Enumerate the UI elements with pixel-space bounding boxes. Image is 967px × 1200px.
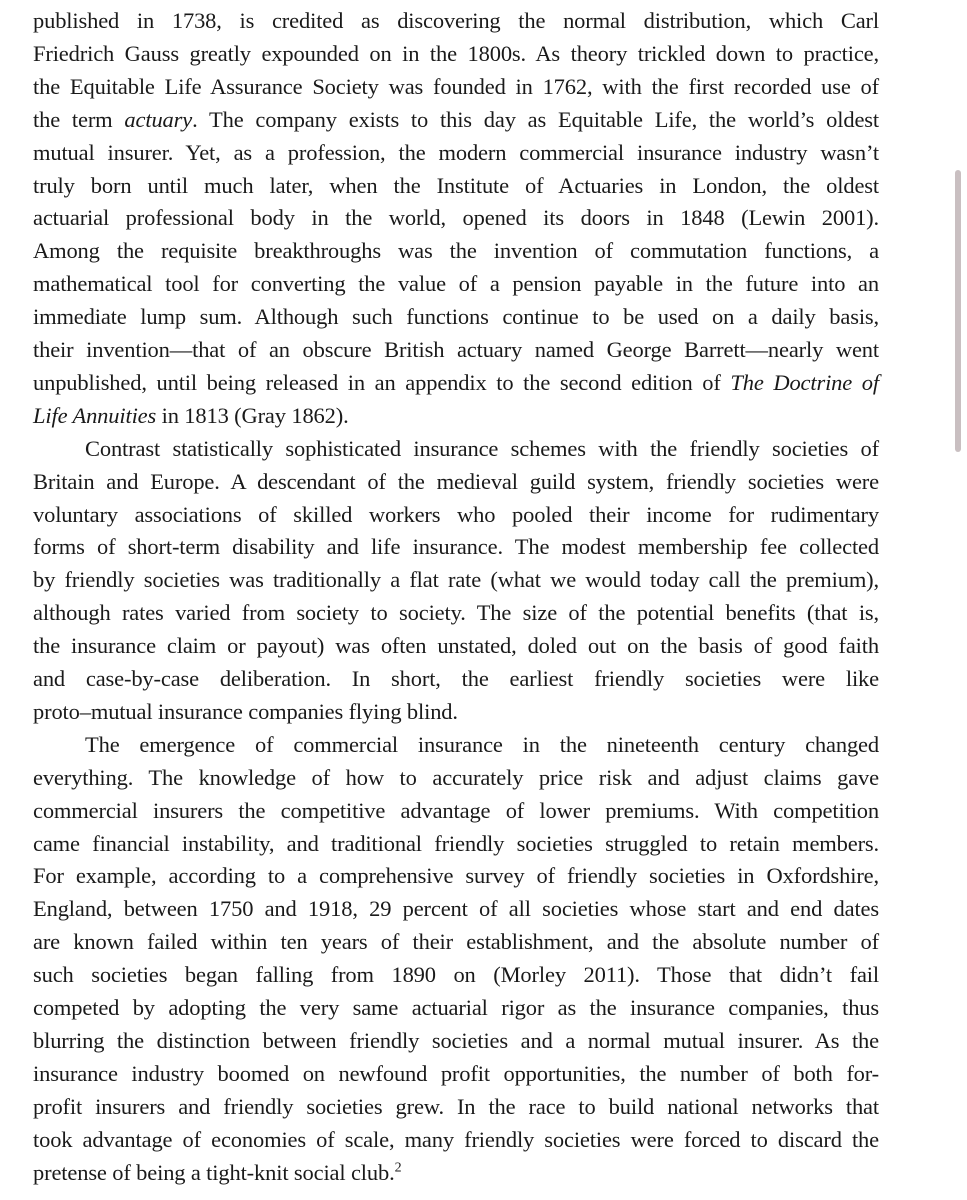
text-line: immediate lump sum. Although such functions continue to be used on a daily basis, (33, 304, 879, 330)
text-line: Life Annuities in 1813 (Gray 1862). (33, 402, 349, 428)
text-line: such societies began falling from 1890 on (Morley 2011). Those that didn’t fail (33, 962, 879, 988)
text-line: the insurance claim or payout) was often unstated, doled out on the basis of good faith (33, 633, 879, 659)
text-line: Contrast statistically sophisticated insurance schemes with the friendly societies of (85, 435, 879, 461)
text-line: the Equitable Life Assurance Society was founded in 1762, with the first recorded use of (33, 73, 879, 99)
text-line: and case-by-case deliberation. In short, the earliest friendly societies were like (33, 666, 879, 691)
text-line: Among the requisite breakthroughs was the invention of commutation functions, a (33, 238, 879, 264)
text-line: forms of short-term disability and life insurance. The modest membership fee collected (33, 534, 879, 560)
text-line: took advantage of economies of scale, many friendly societies were forced to discard the (33, 1126, 879, 1152)
text-line: blurring the distinction between friendly societies and a normal mutual insurer. As the (33, 1027, 879, 1053)
text-line: the term actuary. The company exists to this day as Equitable Life, the world’s oldest (33, 106, 879, 132)
text-line: Friedrich Gauss greatly expounded on in the 1800s. As theory trickled down to practice, (33, 40, 879, 66)
text-line: actuarial professional body in the world, opened its doors in 1848 (Lewin 2001). (33, 205, 879, 231)
scrollbar-thumb[interactable] (955, 170, 961, 452)
text-line: by friendly societies was traditionally a flat rate (what we would today call the premium), (33, 567, 879, 593)
text-line: although rates varied from society to society. The size of the potential benefits (that is, (33, 600, 879, 626)
text-line: commercial insurers the competitive advantage of lower premiums. With competition (33, 797, 879, 823)
text-line: everything. The knowledge of how to accurately price risk and adjust claims gave (33, 764, 879, 790)
text-line: mathematical tool for converting the value of a pension payable in the future into an (33, 271, 879, 297)
text-line: voluntary associations of skilled workers who pooled their income for rudimentary (33, 501, 879, 527)
text-line: For example, according to a comprehensive survey of friendly societies in Oxfordshire, (33, 863, 879, 889)
italic-text: Life Annuities (33, 402, 157, 428)
text-line: proto–mutual insurance companies flying blind. (33, 698, 458, 724)
text-line: came financial instability, and traditional friendly societies struggled to retain members. (33, 830, 879, 856)
text-line: competed by adopting the very same actuarial rigor as the insurance companies, thus (33, 995, 879, 1020)
text-line: truly born until much later, when the Institute of Actuaries in London, the oldest (33, 172, 879, 198)
text-line: pretense of being a tight-knit social club.$^2$ (33, 1159, 402, 1185)
text-line: insurance industry boomed on newfound profit opportunities, the number of both for- (33, 1060, 879, 1086)
text-line: their invention—that of an obscure British actuary named George Barrett—nearly went (33, 337, 879, 362)
vertical-scrollbar[interactable] (953, 0, 967, 1200)
italic-text: actuary (124, 106, 193, 132)
footnote-marker[interactable]: 2 (394, 1160, 402, 1175)
text-line: England, between 1750 and 1918, 29 percent of all societies whose start and end dates (33, 896, 879, 922)
text-line: mutual insurer. Yet, as a profession, the modern commercial insurance industry wasn’t (33, 139, 879, 165)
italic-text: The Doctrine of (730, 369, 880, 395)
text-line: published in 1738, is credited as discovering the normal distribution, which Carl (33, 8, 879, 33)
text-line: profit insurers and friendly societies grew. In the race to build national networks that (33, 1093, 879, 1119)
text-line: unpublished, until being released in an appendix to the second edition of The Doctrine of (33, 369, 880, 395)
text-line: The emergence of commercial insurance in the nineteenth century changed (85, 731, 879, 757)
text-line: are known failed within ten years of their establishment, and the absolute number of (33, 929, 879, 955)
text-line: Britain and Europe. A descendant of the medieval guild system, friendly societies were (33, 468, 879, 494)
